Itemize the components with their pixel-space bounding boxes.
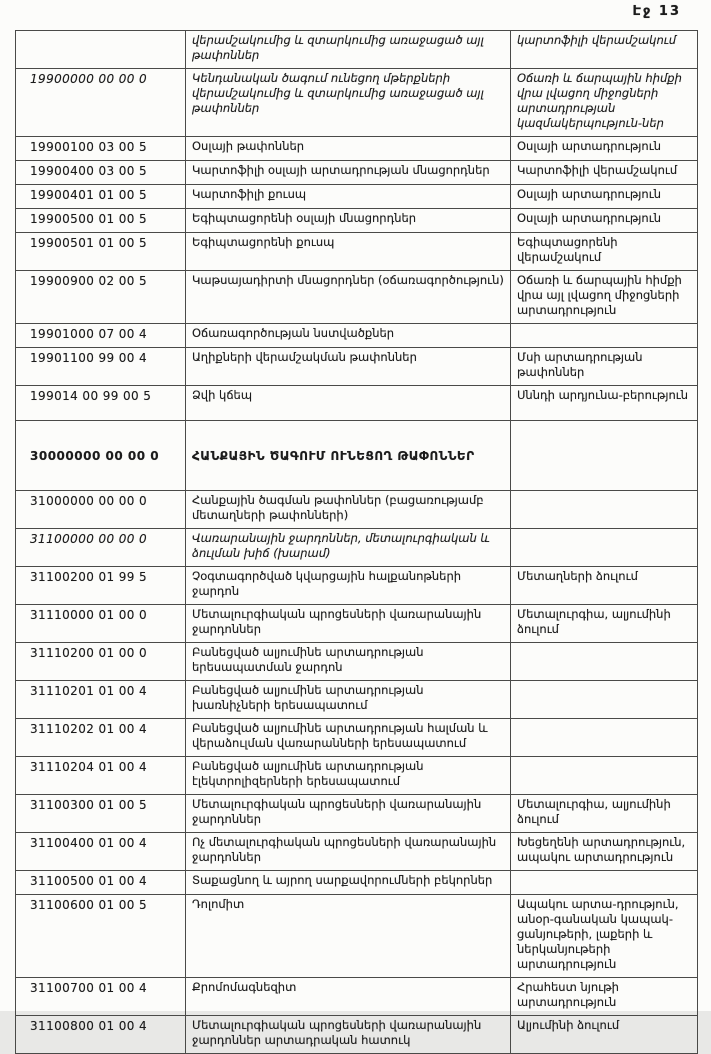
waste-usage-cell — [511, 757, 698, 795]
waste-code-cell: 19900900 02 00 5 — [16, 271, 186, 324]
waste-desc-cell: Կենդանական ծագում ունեցող մթերքների վերամշակումից և զտարկումից առաջացած այլ թափոններ — [186, 69, 511, 137]
waste-desc-cell: Բանեցված ալյումինե արտադրության էլեկտրոլիզերների երեսապատում — [186, 757, 511, 795]
waste-desc-cell: Աղիքների վերամշակման թափոններ — [186, 348, 511, 386]
waste-usage-cell: Մետալուրգիա, ալյումինի ձուլում — [511, 795, 698, 833]
waste-desc-cell: Ձվի կճեպ — [186, 386, 511, 421]
waste-desc-cell: Օճառագործության նստվածքներ — [186, 324, 511, 348]
table-row — [16, 681, 698, 719]
waste-desc-cell: Քրոմոմագնեզիտ — [186, 978, 511, 1016]
waste-usage-cell: կարտոֆիլի վերամշակում — [511, 31, 698, 69]
table-row — [16, 137, 698, 161]
waste-desc-cell: ՀԱՆՔԱՅԻՆ ԾԱԳՈՒՄ ՈՒՆԵՑՈՂ ԹԱՓՈՆՆԵՐ — [186, 421, 511, 491]
waste-usage-cell: Ալյումինի ձուլում — [511, 1016, 698, 1054]
waste-code-cell: 19900401 01 00 5 — [16, 185, 186, 209]
table-row-section-header — [16, 421, 698, 491]
waste-desc-cell: Մետալուրգիական պրոցեսների վառարանային ջարդոններ արտադրական հատուկ — [186, 1016, 511, 1054]
page-number: Էջ 13 — [632, 4, 681, 19]
waste-usage-cell: Խեցեղենի արտադրություն, ապակու արտադրություն — [511, 833, 698, 871]
table-row — [16, 643, 698, 681]
waste-code-cell: 31100400 01 00 4 — [16, 833, 186, 871]
waste-desc-cell: Մետալուրգիական պրոցեսների վառարանային ջարդոններ — [186, 795, 511, 833]
table-row — [16, 871, 698, 895]
waste-desc-cell: Բանեցված ալյումինե արտադրության խառնիչների երեսապատում — [186, 681, 511, 719]
waste-code-cell — [16, 31, 186, 69]
waste-code-cell: 31100200 01 99 5 — [16, 567, 186, 605]
waste-code-cell: 31100300 01 00 5 — [16, 795, 186, 833]
waste-desc-cell: Կարտոֆիլի քուսպ — [186, 185, 511, 209]
table-row — [16, 209, 698, 233]
waste-desc-cell: Չօգտագործված կվարցային հալքանոթների ջարդոն — [186, 567, 511, 605]
table-row — [16, 719, 698, 757]
waste-usage-cell — [511, 491, 698, 529]
waste-code-cell: 31100700 01 00 4 — [16, 978, 186, 1016]
table-row — [16, 233, 698, 271]
waste-usage-cell — [511, 529, 698, 567]
waste-code-cell: 19900400 03 00 5 — [16, 161, 186, 185]
waste-code-cell: 19901100 99 00 4 — [16, 348, 186, 386]
waste-usage-cell: Օճառի և ճարպային հիմքի վրա լվացող միջոցների արտադրության կազմակերպություն-ներ — [511, 69, 698, 137]
table-row — [16, 978, 698, 1016]
waste-desc-cell: Վառարանային ջարդոններ, մետալուրգիական և ձուլման խիճ (խարամ) — [186, 529, 511, 567]
table-row — [16, 161, 698, 185]
waste-code-cell: 31100000 00 00 0 — [16, 529, 186, 567]
waste-classification-table — [15, 30, 698, 1054]
table-row — [16, 271, 698, 324]
waste-desc-cell: Բանեցված ալյումինե արտադրության երեսապատման ջարդոն — [186, 643, 511, 681]
table-row — [16, 69, 698, 137]
waste-desc-cell: Մետալուրգիական պրոցեսների վառարանային ջարդոններ — [186, 605, 511, 643]
table-row — [16, 529, 698, 567]
table-row — [16, 31, 698, 69]
waste-usage-cell — [511, 643, 698, 681]
waste-desc-cell: Դոլոմիտ — [186, 895, 511, 978]
table-row — [16, 386, 698, 421]
waste-code-cell: 31110204 01 00 4 — [16, 757, 186, 795]
waste-usage-cell — [511, 681, 698, 719]
waste-usage-cell — [511, 719, 698, 757]
waste-code-cell: 31100600 01 00 5 — [16, 895, 186, 978]
waste-usage-cell: Օսլայի արտադրություն — [511, 185, 698, 209]
waste-usage-cell: Մետաղների ձուլում — [511, 567, 698, 605]
waste-code-cell: 19900501 01 00 5 — [16, 233, 186, 271]
table-row — [16, 895, 698, 978]
waste-desc-cell: Կաթսայադիրտի մնացորդներ (օճառագործություն) — [186, 271, 511, 324]
waste-usage-cell: Եգիպտացորենի վերամշակում — [511, 233, 698, 271]
table-row — [16, 757, 698, 795]
waste-desc-cell: Օսլայի թափոններ — [186, 137, 511, 161]
waste-usage-cell: Օսլայի արտադրություն — [511, 209, 698, 233]
waste-usage-cell — [511, 421, 698, 491]
waste-code-cell: 31100500 01 00 4 — [16, 871, 186, 895]
waste-code-cell: 31110000 01 00 0 — [16, 605, 186, 643]
waste-usage-cell: Մսի արտադրության թափոններ — [511, 348, 698, 386]
waste-usage-cell — [511, 324, 698, 348]
waste-desc-cell: Կարտոֆիլի օսլայի արտադրության մնացորդներ — [186, 161, 511, 185]
waste-code-cell: 19900500 01 00 5 — [16, 209, 186, 233]
waste-desc-cell: Բանեցված ալյումինե արտադրության հալման և վերաձուլման վառարանների երեսապատում — [186, 719, 511, 757]
waste-code-cell: 31110201 01 00 4 — [16, 681, 186, 719]
table-row — [16, 795, 698, 833]
waste-desc-cell: Տաքացնող և այրող սարքավորումների բեկորներ — [186, 871, 511, 895]
waste-usage-cell — [511, 871, 698, 895]
table-row — [16, 605, 698, 643]
waste-code-cell: 19900000 00 00 0 — [16, 69, 186, 137]
waste-code-cell: 19900100 03 00 5 — [16, 137, 186, 161]
waste-code-cell: 31110200 01 00 0 — [16, 643, 186, 681]
waste-usage-cell: Սննդի արդյունա-բերություն — [511, 386, 698, 421]
waste-usage-cell: Մետալուրգիա, ալյումինի ձուլում — [511, 605, 698, 643]
table-row — [16, 491, 698, 529]
table-row — [16, 833, 698, 871]
table-row — [16, 348, 698, 386]
waste-usage-cell: Հրահեստ նյութի արտադրություն — [511, 978, 698, 1016]
waste-usage-cell: Օճառի և ճարպային հիմքի վրա այլ լվացող միջոցների արտադրություն — [511, 271, 698, 324]
table-row — [16, 185, 698, 209]
waste-usage-cell: Ապակու արտա-դրություն, անօր-գանական կապակ-ցանյութերի, լաքերի և ներկանյութերի արտադրություն — [511, 895, 698, 978]
table-row — [16, 324, 698, 348]
waste-code-cell: 30000000 00 00 0 — [16, 421, 186, 491]
table-row — [16, 1016, 698, 1054]
waste-desc-cell: Եգիպտացորենի քուսպ — [186, 233, 511, 271]
waste-desc-cell: Հանքային ծագման թափոններ (բացառությամբ մետաղների թափոնների) — [186, 491, 511, 529]
waste-desc-cell: Եգիպտացորենի օսլայի մնացորդներ — [186, 209, 511, 233]
waste-code-cell: 31100800 01 00 4 — [16, 1016, 186, 1054]
waste-code-cell: 19901000 07 00 4 — [16, 324, 186, 348]
waste-code-cell: 31000000 00 00 0 — [16, 491, 186, 529]
waste-code-cell: 199014 00 99 00 5 — [16, 386, 186, 421]
waste-usage-cell: Օսլայի արտադրություն — [511, 137, 698, 161]
waste-desc-cell: վերամշակումից և զտարկումից առաջացած այլ թափոններ — [186, 31, 511, 69]
table-row — [16, 567, 698, 605]
waste-desc-cell: Ոչ մետալուրգիական պրոցեսների վառարանային ջարդոններ — [186, 833, 511, 871]
waste-usage-cell: Կարտոֆիլի վերամշակում — [511, 161, 698, 185]
waste-code-cell: 31110202 01 00 4 — [16, 719, 186, 757]
